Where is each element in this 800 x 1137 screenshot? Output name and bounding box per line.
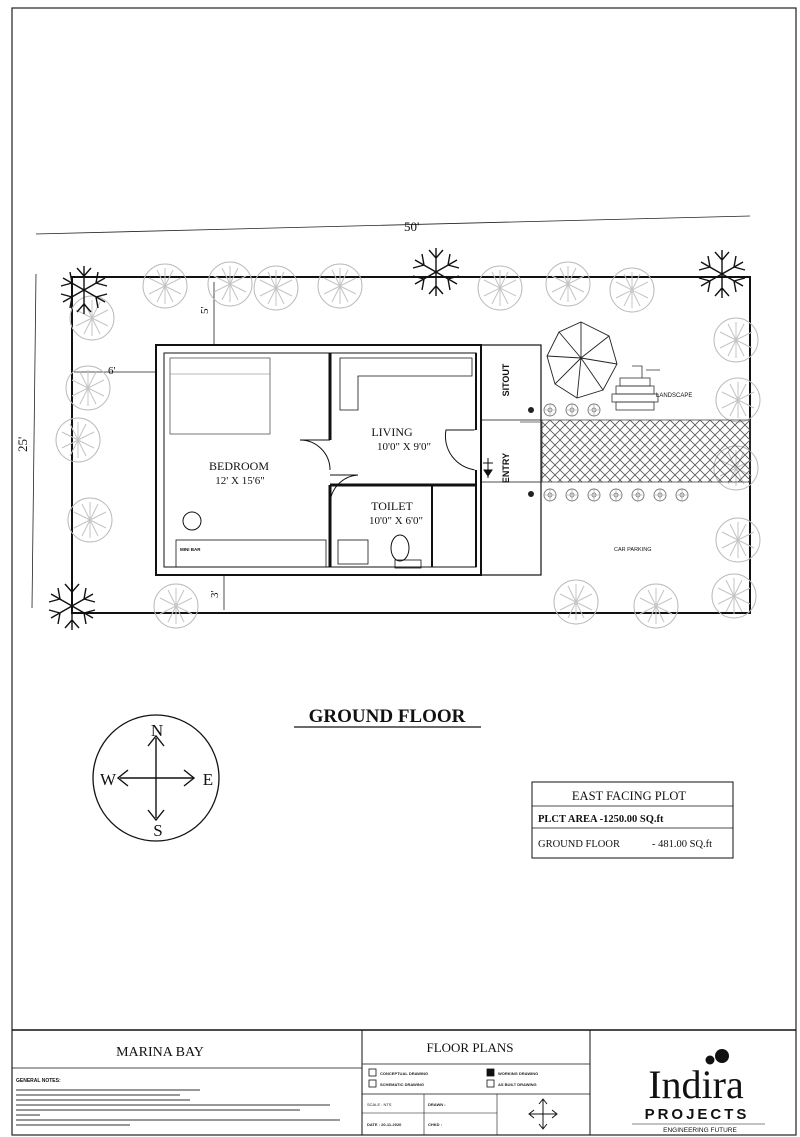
checkbox-as-built (487, 1080, 494, 1087)
logo-tagline: ENGINEERING FUTURE (663, 1127, 737, 1134)
sheet-border (12, 8, 796, 1135)
floor-plan (15, 216, 760, 630)
checkbox-working (487, 1069, 494, 1076)
compass-rose (93, 715, 219, 841)
mini-compass-icon (529, 1099, 557, 1129)
gate-post (528, 491, 534, 497)
sheet-title: FLOOR PLANS (426, 1040, 514, 1055)
dim-overall-width: 50' (404, 219, 420, 234)
label-schematic: SCHEMATIC DRAWING (380, 1082, 424, 1087)
general-notes-lines (16, 1090, 340, 1125)
mini-bar-label: MINI BAR (180, 547, 201, 552)
compass-east: E (202, 770, 214, 789)
ground-floor-area-label: GROUND FLOOR (538, 839, 620, 850)
landscape-steps-icon (612, 366, 660, 410)
area-table (532, 782, 733, 858)
logo-word: Indira (648, 1062, 744, 1107)
date-field: DATE : 20-11-2020 (367, 1122, 402, 1127)
company-logo (632, 1049, 765, 1134)
entry-label: ENTRY (501, 452, 511, 484)
chkd-field: CHKD : (428, 1122, 442, 1127)
dim-side-setback: 6' (108, 365, 116, 377)
ground-floor-area-value: - 481.00 SQ.ft (652, 839, 713, 850)
umbrella-icon (547, 322, 617, 398)
scale-field: SCALE : NTS (367, 1102, 392, 1107)
label-conceptual: CONCEPTUAL DRAWING (380, 1071, 429, 1076)
plot-area-row: PLCT AREA -1250.00 SQ.ft (538, 814, 664, 825)
label-as-built: AS BUILT DRAWING (498, 1082, 537, 1087)
dim-overall-depth: 25' (15, 436, 30, 452)
compass-north: N (150, 721, 164, 740)
project-name: MARINA BAY (116, 1045, 204, 1060)
area-table-heading: EAST FACING PLOT (571, 789, 687, 803)
room-living-size: 10'0" X 9'0" (377, 441, 431, 453)
room-toilet-size: 10'0" X 6'0" (369, 515, 423, 527)
landscape-label: LANDSCAPE (656, 393, 693, 399)
checkbox-conceptual (369, 1069, 376, 1076)
room-toilet-label: TOILET (371, 499, 413, 513)
room-bedroom-label: BEDROOM (208, 459, 270, 473)
dim-front-setback: 5' (199, 306, 211, 314)
sitout-label: SITOUT (501, 363, 511, 397)
general-notes-heading: GENERAL NOTES: (16, 1078, 61, 1084)
drawn-field: DRAWN : (428, 1102, 446, 1107)
drawing-title: GROUND FLOOR (308, 706, 466, 727)
compass-west: W (99, 770, 117, 789)
logo-sub: PROJECTS (644, 1106, 750, 1123)
car-parking-driveway (542, 420, 750, 482)
checkbox-schematic (369, 1080, 376, 1087)
label-working: WORKING DRAWING (498, 1071, 539, 1076)
compass-south: S (153, 821, 163, 840)
car-parking-label: CAR PARKING (614, 547, 652, 553)
room-bedroom-size: 12' X 15'6" (215, 475, 265, 487)
room-living-label: LIVING (371, 425, 413, 439)
dim-rear-setback: 3' (209, 590, 221, 598)
gate-post (528, 407, 534, 413)
drawing-stage-checkboxes (369, 1069, 538, 1087)
